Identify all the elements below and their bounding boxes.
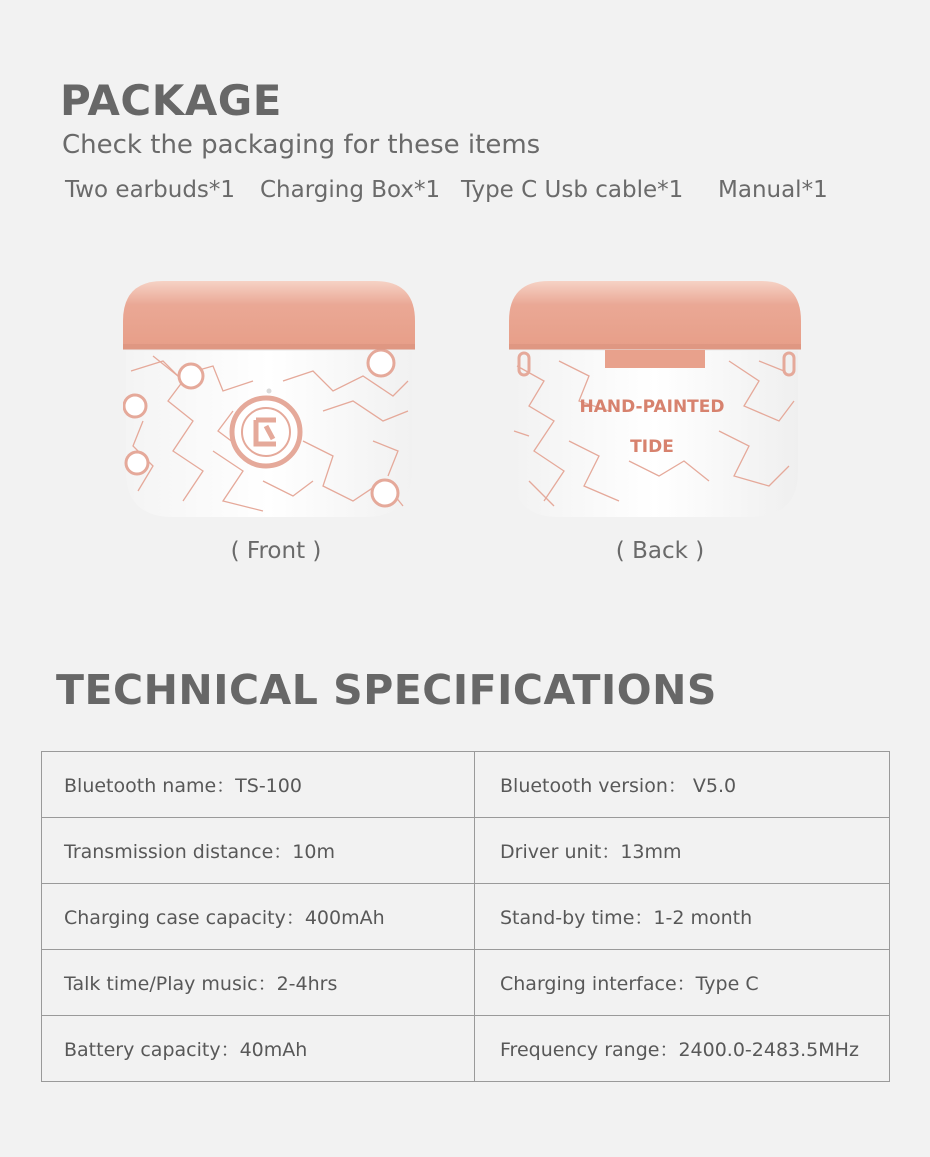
spec-cell: Charging case capacity：400mAh (42, 884, 475, 950)
spec-cell: Frequency range：2400.0-2483.5MHz (475, 1016, 890, 1082)
table-row (42, 1016, 890, 1082)
spec-cell: Stand-by time：1-2 month (475, 884, 890, 950)
table-row (42, 752, 890, 818)
spec-cell: Bluetooth version： V5.0 (475, 752, 890, 818)
package-subtitle: Check the packaging for these items (62, 130, 541, 160)
spec-cell: Battery capacity：40mAh (42, 1016, 475, 1082)
package-items (0, 177, 930, 211)
charging-case-front-image (123, 281, 415, 517)
spec-cell: Charging interface：Type C (475, 950, 890, 1016)
charging-case-back-image (509, 281, 801, 517)
package-item: Two earbuds*1 (65, 177, 236, 203)
table-row (42, 884, 890, 950)
package-item: Charging Box*1 (260, 177, 441, 203)
spec-cell: Bluetooth name：TS-100 (42, 752, 475, 818)
specs-table (41, 751, 890, 1082)
table-row (42, 950, 890, 1016)
table-row (42, 818, 890, 884)
front-caption: ( Front ) (230, 538, 322, 564)
back-caption: ( Back ) (615, 538, 705, 564)
spec-cell: Talk time/Play music：2-4hrs (42, 950, 475, 1016)
specs-title: TECHNICAL SPECIFICATIONS (56, 666, 717, 714)
spec-cell: Driver unit：13mm (475, 818, 890, 884)
spec-cell: Transmission distance：10m (42, 818, 475, 884)
package-title: PACKAGE (60, 76, 282, 125)
package-item: Manual*1 (718, 177, 828, 203)
back-text-hand-painted: HAND-PAINTED (579, 397, 725, 417)
package-item: Type C Usb cable*1 (461, 177, 684, 203)
back-text-tide: TIDE (630, 437, 674, 457)
